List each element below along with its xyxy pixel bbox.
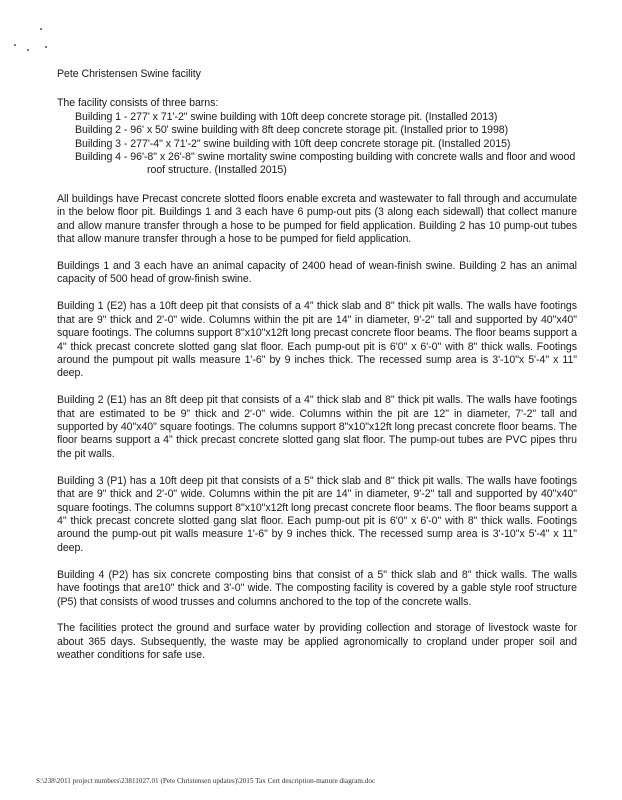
paragraph-capacity: Buildings 1 and 3 each have an animal capacity of 2400 head of wean-finish swine. Building 2 has an animal capacity of 500 head of grow-finish swine.: [57, 259, 577, 286]
building-item: Building 2 - 96' x 50' swine building with 8ft deep concrete storage pit. (Installed prior to 1998): [75, 124, 509, 137]
paragraph-building-2: Building 2 (E1) has an 8ft deep pit that consists of a 4" thick slab and 8" thick pit walls. The walls have footings that are estimated to be 9" thick and 2'-0" wide. Columns within the pit are 12" in diameter, 7'-2" tall and supported by 40"x40" square footings. The columns support 8"x10"x12ft long precast concrete floor beams. The floor beams support a 4" thick precast concrete slotted gang slat floor. The pump-out tubes are PVC pipes thru the pit walls.: [57, 394, 577, 460]
scan-speck: [14, 44, 16, 46]
building-item: Building 3 - 277'-4" x 71'-2" swine building with 10ft deep concrete storage pit. (Installed 2015): [75, 137, 511, 150]
scan-speck: [27, 49, 29, 51]
paragraph-building-3: Building 3 (P1) has a 10ft deep pit that consists of a 5" thick slab and 8" thick pit walls. The walls have footings that are 9" thick and 2'-0" wide. Columns within the pit are 14" in diameter, 9'-2" tall and supported by 40"x40" square footings. The columns support 8"x10"x12ft long precast concrete floor beams. The floor beams support a 4" thick precast concrete slotted gang slat floor. Each pump-out pit is 6'0" x 6'-0" with 8" thick walls. Footings around the pump-out pit walls measure 1'-6" by 9 inches thick. The recessed sump area is 3'-10"x 5'-4" x 11" deep.: [57, 474, 577, 554]
document-body: [57, 68, 577, 676]
intro-line: The facility consists of three barns:: [57, 97, 219, 110]
paragraph-building-1: Building 1 (E2) has a 10ft deep pit that consists of a 4" thick slab and 8" thick pit walls. The walls have footings that are 9" thick and 2'-0" wide. Columns within the pit are 14" in diameter, 9'-2" tall and supported by 40"x40" square footings. The columns support 8"x10"x12ft long precast concrete floor beams. The floor beams support a 4" thick precast concrete slotted gang slat floor. Each pump-out pit is 6'0" x 6'-0" with 8" thick walls. Footings around the pumpout pit walls measure 1'-6" by 9 inches thick. The recessed sump area is 3'-10"x 5'-4" x 11" deep.: [57, 300, 577, 380]
footer-file-path: S:\238\2011 project numbers\23811027.01 (Pete Christensen updates)\2015 Tax Cert description-manure diagram.doc: [36, 777, 376, 785]
scan-speck: [40, 28, 42, 30]
document-title: Pete Christensen Swine facility: [57, 68, 201, 80]
paragraph-protection: The facilities protect the ground and surface water by providing collection and storage of livestock waste for about 365 days. Subsequently, the waste may be applied agronomically to cropland under proper soil and weather conditions for safe use.: [57, 622, 577, 662]
building-item: Building 4 - 96'-8" x 26'-8" swine mortality swine composting building with concrete walls and floor and wood roof structure. (Installed 2015): [75, 151, 576, 177]
paragraph-floors: All buildings have Precast concrete slotted floors enable excreta and wastewater to fall through and accumulate in the below floor pit. Buildings 1 and 3 each have 6 pump-out pits (3 along each sidewall) that collect manure and allow manure transfer through a hose to be pumped for field application. Building 2 has 10 pump-out tubes that allow manure transfer through a hose to be pumped for field application.: [57, 192, 577, 246]
scan-speck: [45, 46, 47, 48]
paragraph-building-4: Building 4 (P2) has six concrete composting bins that consist of a 5" thick slab and 8" thick walls. The walls have footings that are10" thick and 3'-0" wide. The composting facility is covered by a gable style roof structure (P5) that consists of wood trusses and columns anchored to the top of the concrete walls.: [57, 568, 577, 608]
building-list: [75, 111, 577, 178]
building-item: Building 1 - 277' x 71'-2" swine building with 10ft deep concrete storage pit. (Installed 2013): [75, 110, 498, 123]
